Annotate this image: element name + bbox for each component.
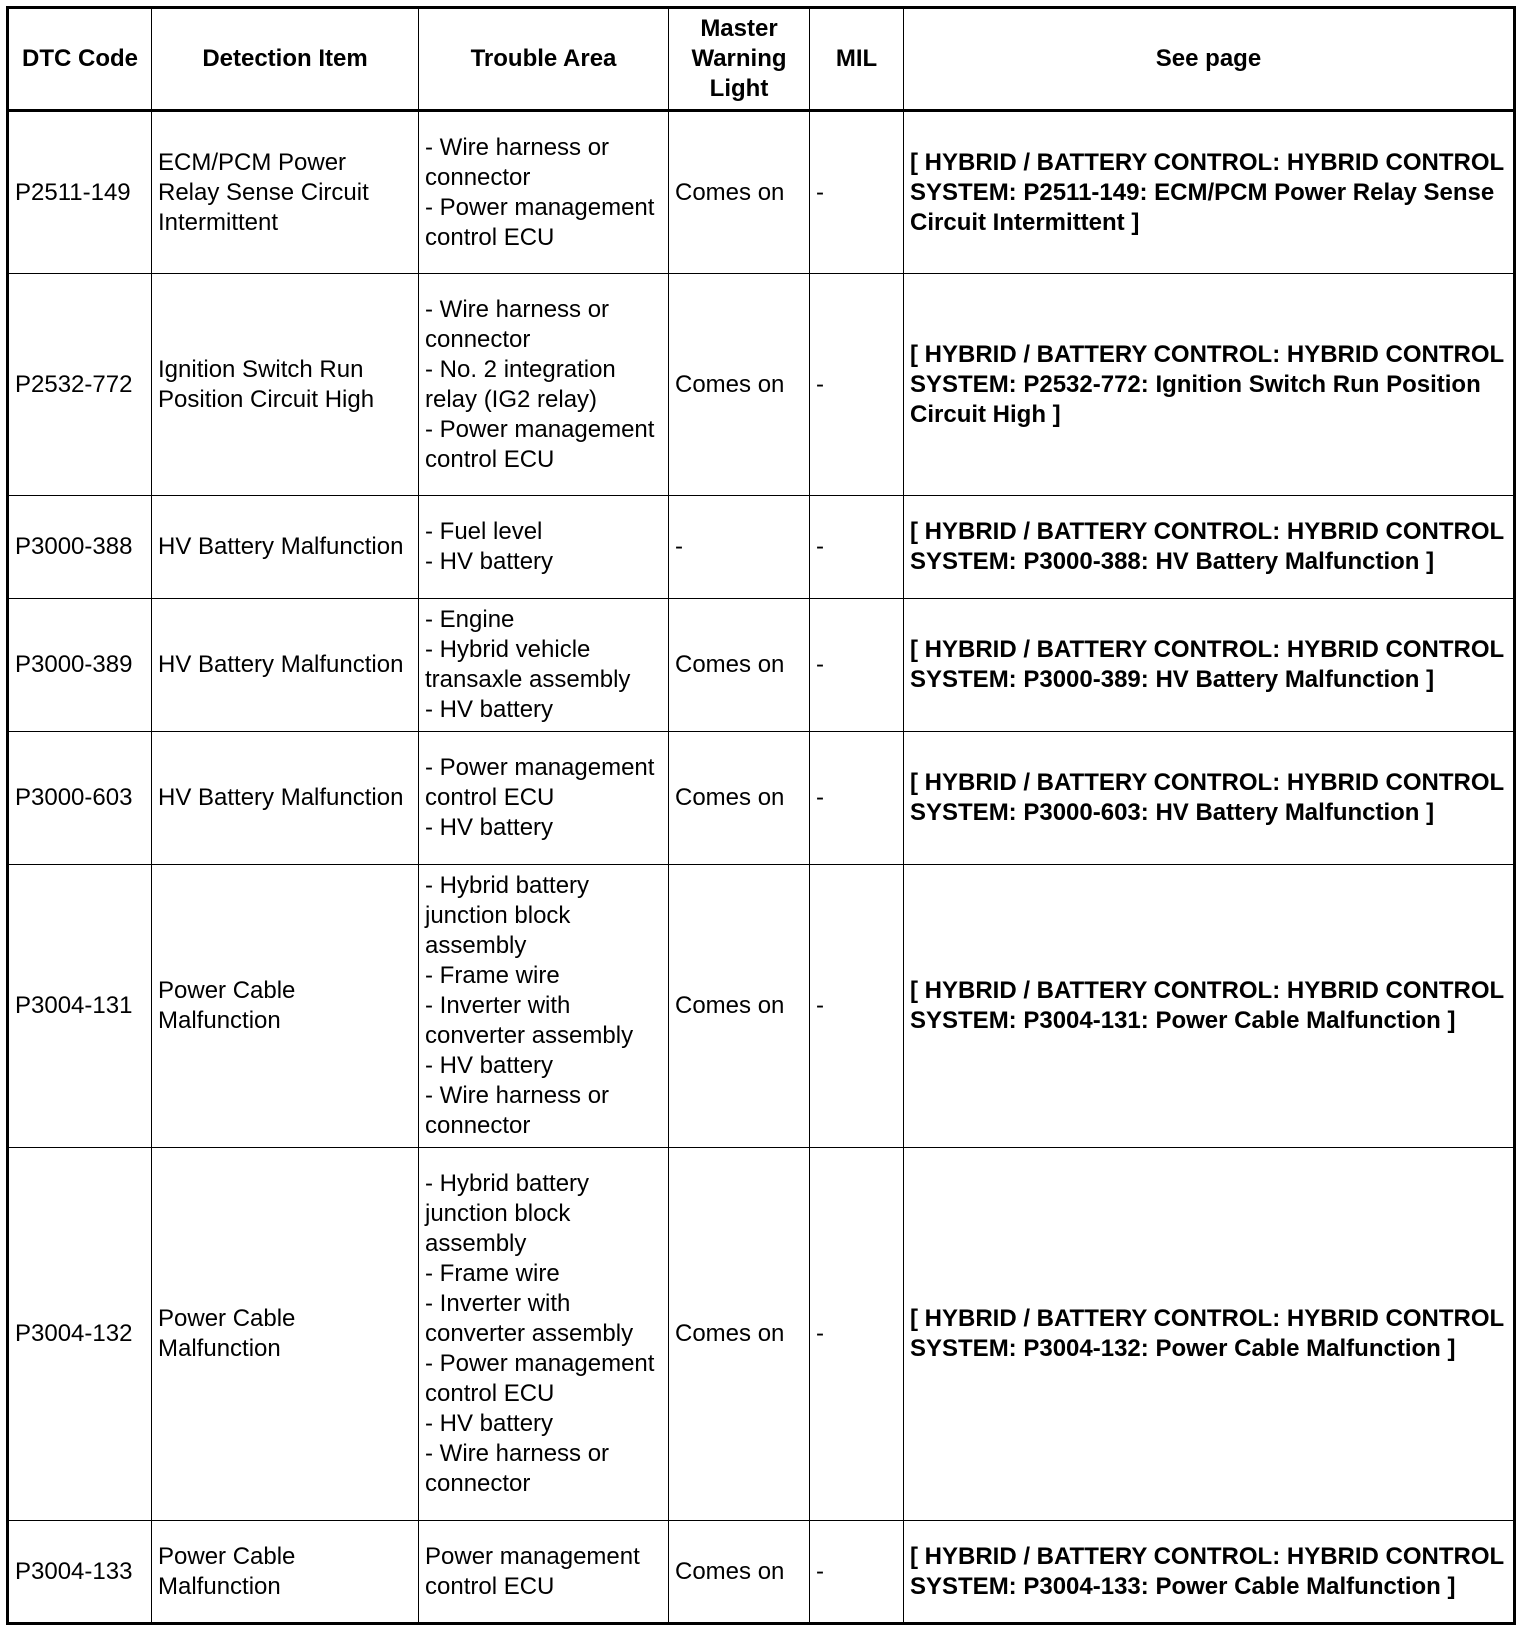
trouble-area-line: - Inverter with converter assembly — [425, 992, 634, 1049]
master-warning-cell: Comes on — [669, 1521, 810, 1624]
see-page-link[interactable]: [ HYBRID / BATTERY CONTROL: HYBRID CONTROL SYSTEM: P3000-603: HV Battery Malfunction ] — [904, 732, 1515, 865]
trouble-area-line: - Wire harness or connector — [425, 1440, 610, 1497]
mil-cell: - — [810, 1148, 904, 1521]
dtc-code-cell: P3004-131 — [8, 865, 152, 1148]
mil-cell: - — [810, 732, 904, 865]
see-page-link[interactable]: [ HYBRID / BATTERY CONTROL: HYBRID CONTROL SYSTEM: P2532-772: Ignition Switch Run Position Circuit High ] — [904, 274, 1515, 496]
trouble-area-cell — [419, 496, 669, 599]
trouble-area-line: - Power management control ECU — [425, 1350, 655, 1407]
trouble-area-line: - Power management control ECU — [425, 415, 655, 473]
table-row — [8, 865, 1515, 1148]
trouble-area-line: - HV battery — [425, 548, 554, 575]
trouble-area-line: - Inverter with converter assembly — [425, 1290, 634, 1347]
header-mil: MIL — [810, 8, 904, 111]
mil-cell: - — [810, 496, 904, 599]
trouble-area-line: - Power management control ECU — [425, 754, 655, 811]
mil-cell: - — [810, 865, 904, 1148]
trouble-area-line: - HV battery — [425, 1410, 554, 1437]
trouble-area-line: - HV battery — [425, 696, 554, 723]
table-row — [8, 111, 1515, 274]
master-warning-cell: - — [669, 496, 810, 599]
trouble-area-line: - Fuel level — [425, 518, 543, 545]
master-warning-cell: Comes on — [669, 599, 810, 732]
table-row — [8, 274, 1515, 496]
master-warning-cell: Comes on — [669, 274, 810, 496]
mil-cell: - — [810, 111, 904, 274]
trouble-area-cell — [419, 599, 669, 732]
see-page-link[interactable]: [ HYBRID / BATTERY CONTROL: HYBRID CONTROL SYSTEM: P3000-389: HV Battery Malfunction ] — [904, 599, 1515, 732]
header-see-page: See page — [904, 8, 1515, 111]
table-body — [8, 111, 1515, 1624]
see-page-link[interactable]: [ HYBRID / BATTERY CONTROL: HYBRID CONTROL SYSTEM: P3004-132: Power Cable Malfunction ] — [904, 1148, 1515, 1521]
header-master-warning-light: Master Warning Light — [669, 8, 810, 111]
header-detection-item: Detection Item — [152, 8, 419, 111]
trouble-area-cell — [419, 865, 669, 1148]
dtc-code-cell: P3004-132 — [8, 1148, 152, 1521]
detection-item-cell: Power Cable Malfunction — [152, 1521, 419, 1624]
header-trouble-area: Trouble Area — [419, 8, 669, 111]
trouble-area-cell — [419, 1148, 669, 1521]
table-row — [8, 732, 1515, 865]
detection-item-cell: Power Cable Malfunction — [152, 1148, 419, 1521]
trouble-area-line: - Wire harness or connector — [425, 1082, 610, 1139]
master-warning-cell: Comes on — [669, 111, 810, 274]
dtc-code-cell: P3004-133 — [8, 1521, 152, 1624]
trouble-area-line: - Engine — [425, 606, 515, 633]
dtc-code-cell: P2532-772 — [8, 274, 152, 496]
dtc-table — [6, 6, 1516, 1625]
dtc-code-cell: P2511-149 — [8, 111, 152, 274]
trouble-area-cell — [419, 732, 669, 865]
trouble-area-line: - Hybrid battery junction block assembly — [425, 1170, 590, 1257]
detection-item-cell: ECM/PCM Power Relay Sense Circuit Intermittent — [152, 111, 419, 274]
trouble-area-line: - Frame wire — [425, 1260, 560, 1287]
detection-item-cell: Power Cable Malfunction — [152, 865, 419, 1148]
header-dtc-code: DTC Code — [8, 8, 152, 111]
trouble-area-line: - Power management control ECU — [425, 193, 655, 251]
master-warning-cell: Comes on — [669, 1148, 810, 1521]
mil-cell: - — [810, 1521, 904, 1624]
trouble-area-line: - Hybrid battery junction block assembly — [425, 872, 590, 959]
trouble-area-line: - Hybrid vehicle transaxle assembly — [425, 636, 631, 693]
trouble-area-line: - HV battery — [425, 814, 554, 841]
trouble-area-line: - HV battery — [425, 1052, 554, 1079]
table-header-row — [8, 8, 1515, 111]
trouble-area-line: - Frame wire — [425, 962, 560, 989]
see-page-link[interactable]: [ HYBRID / BATTERY CONTROL: HYBRID CONTROL SYSTEM: P3004-131: Power Cable Malfunction ] — [904, 865, 1515, 1148]
dtc-code-cell: P3000-389 — [8, 599, 152, 732]
see-page-link[interactable]: [ HYBRID / BATTERY CONTROL: HYBRID CONTROL SYSTEM: P3000-388: HV Battery Malfunction ] — [904, 496, 1515, 599]
detection-item-cell: HV Battery Malfunction — [152, 496, 419, 599]
dtc-code-cell: P3000-388 — [8, 496, 152, 599]
table-row — [8, 599, 1515, 732]
detection-item-cell: HV Battery Malfunction — [152, 732, 419, 865]
mil-cell: - — [810, 599, 904, 732]
trouble-area-line: - No. 2 integration relay (IG2 relay) — [425, 355, 616, 413]
trouble-area-line: - Wire harness or connector — [425, 133, 610, 191]
detection-item-cell: Ignition Switch Run Position Circuit High — [152, 274, 419, 496]
detection-item-cell: HV Battery Malfunction — [152, 599, 419, 732]
dtc-code-cell: P3000-603 — [8, 732, 152, 865]
table-row — [8, 1521, 1515, 1624]
master-warning-cell: Comes on — [669, 732, 810, 865]
trouble-area-cell — [419, 111, 669, 274]
trouble-area-line: Power management control ECU — [425, 1542, 640, 1600]
trouble-area-line: - Wire harness or connector — [425, 295, 610, 353]
table-row — [8, 496, 1515, 599]
see-page-link[interactable]: [ HYBRID / BATTERY CONTROL: HYBRID CONTROL SYSTEM: P3004-133: Power Cable Malfunction ] — [904, 1521, 1515, 1624]
dtc-table-container — [6, 6, 1516, 1625]
trouble-area-cell — [419, 1521, 669, 1624]
master-warning-cell: Comes on — [669, 865, 810, 1148]
trouble-area-cell — [419, 274, 669, 496]
mil-cell: - — [810, 274, 904, 496]
table-row — [8, 1148, 1515, 1521]
see-page-link[interactable]: [ HYBRID / BATTERY CONTROL: HYBRID CONTROL SYSTEM: P2511-149: ECM/PCM Power Relay Sense Circuit Intermittent ] — [904, 111, 1515, 274]
